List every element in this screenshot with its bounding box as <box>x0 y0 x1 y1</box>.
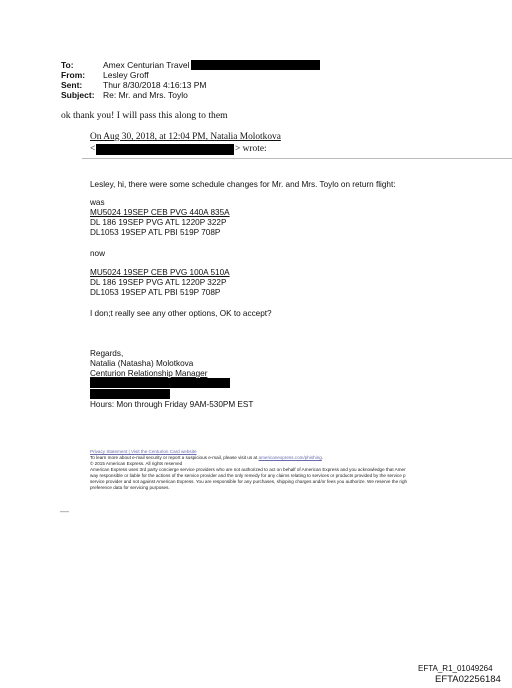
redaction-bar <box>96 144 234 155</box>
footer-dash: — <box>60 506 69 516</box>
footer-links[interactable]: Privacy Statement | Visit the Centurion Card website <box>90 449 197 454</box>
subject-value: Re: Mr. and Mrs. Toylo <box>103 90 188 100</box>
quote-intro-prefix: < <box>90 144 96 154</box>
bates-stamp-1: EFTA_R1_01049264 <box>418 664 493 673</box>
footer-line-2: © 2015 American Express. All rights reserved <box>90 461 183 466</box>
footer-line-4: way responsible or liable for the actions of the service provider and the only remedy for any claims relating to services or products provided by the service p <box>90 473 406 478</box>
footer-line-3: American Express uses 3rd party concierge service providers who are not authorized to act on behalf of American Express and you acknowledge that Amer <box>90 467 406 472</box>
regards: Regards, <box>90 349 124 358</box>
footer-line-5: service provider and not against American Express. You are responsible for any purchases, shipping charges and/or fees you authorize. We reserve the righ <box>90 479 408 484</box>
subject-label: Subject: <box>61 90 95 100</box>
now-flight-3: DL1053 19SEP ATL PBI 519P 708P <box>90 288 221 297</box>
was-flight-3: DL1053 19SEP ATL PBI 519P 708P <box>90 228 221 237</box>
from-label: From: <box>61 70 86 80</box>
footer-line-1-text: To learn more about e-mail security or report a suspicious e-mail, please visit us at <box>90 455 259 460</box>
bates-stamp-2: EFTA02256184 <box>435 674 501 685</box>
now-flight-1: MU5024 19SEP CEB PVG 100A 510A <box>90 268 230 277</box>
phishing-link[interactable]: americanexpress.com/phishing <box>258 455 322 460</box>
was-label: was <box>90 198 105 207</box>
quote-intro: On Aug 30, 2018, at 12:04 PM, Natalia Molotkova <box>90 132 281 142</box>
signature-title: Centurion Relationship Manager <box>90 369 208 378</box>
message-question: I don;t really see any other options, OK to accept? <box>90 309 272 318</box>
redaction-bar <box>90 378 230 388</box>
to-value: Amex Centurian Travel <box>103 60 190 70</box>
now-flight-2: DL 186 19SEP PVG ATL 1220P 322P <box>90 278 227 287</box>
to-label: To: <box>61 60 74 70</box>
now-label: now <box>90 249 106 258</box>
redaction-bar <box>191 60 320 70</box>
sent-label: Sent: <box>61 80 83 90</box>
sent-value: Thur 8/30/2018 4:16:13 PM <box>103 80 207 90</box>
signature-hours: Hours: Mon through Friday 9AM-530PM EST <box>90 400 254 409</box>
from-value: Lesley Groff <box>103 70 149 80</box>
quote-divider <box>82 158 512 159</box>
signature-name: Natalia (Natasha) Molotkova <box>90 359 194 368</box>
redaction-bar <box>90 389 170 399</box>
footer-line-1-end: . <box>321 455 324 460</box>
footer-line-6: preference data for servicing purposes. <box>90 485 170 490</box>
quote-intro-suffix: > wrote: <box>235 144 267 154</box>
was-flight-1: MU5024 19SEP CEB PVG 440A 835A <box>90 208 230 217</box>
was-flight-2: DL 186 19SEP PVG ATL 1220P 322P <box>90 218 227 227</box>
reply-text: ok thank you! I will pass this along to them <box>61 110 228 121</box>
footer-line-1 <box>90 455 323 460</box>
message-greeting: Lesley, hi, there were some schedule changes for Mr. and Mrs. Toylo on return flight: <box>90 180 396 189</box>
